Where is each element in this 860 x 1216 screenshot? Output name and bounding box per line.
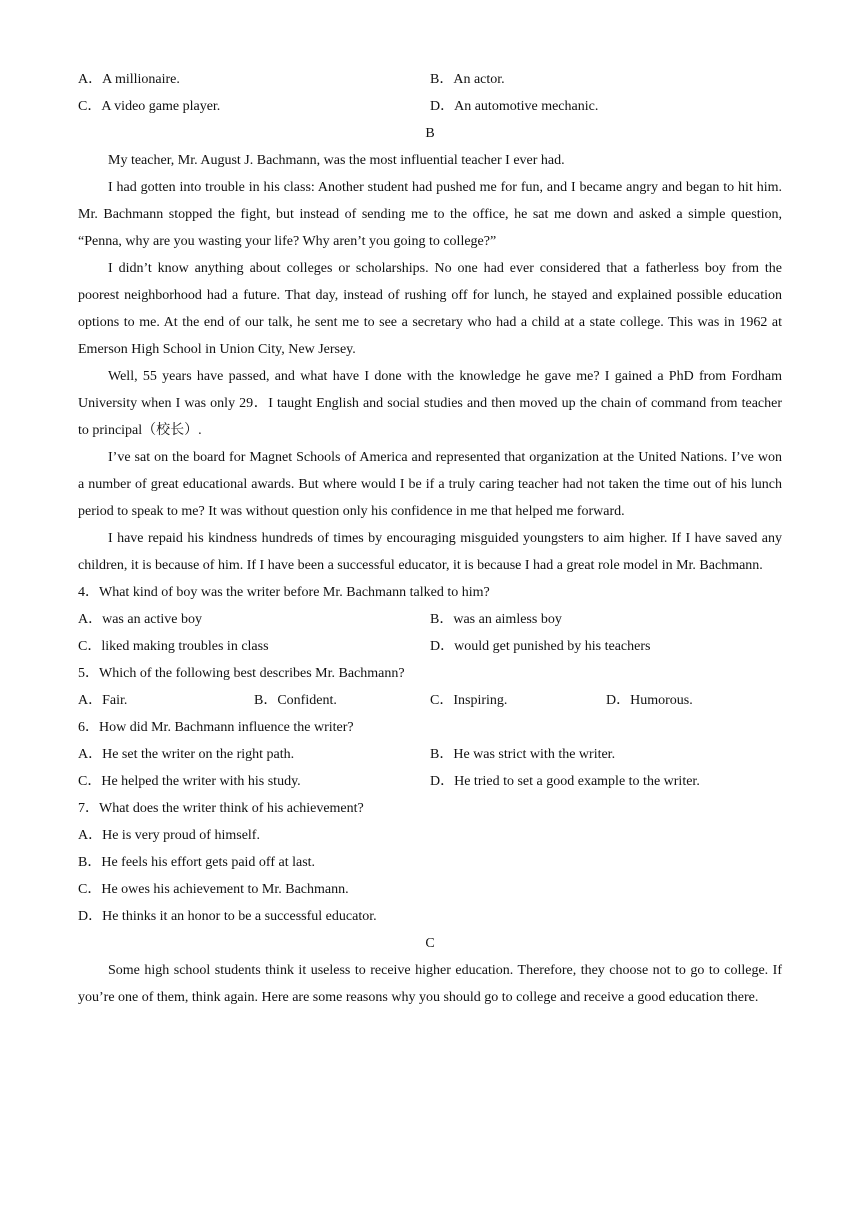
question-7: 7．What does the writer think of his achievement? bbox=[78, 801, 364, 816]
question-5: 5．Which of the following best describes Mr. Bachmann? bbox=[78, 666, 405, 681]
q7-option-c: C．He owes his achievement to Mr. Bachmann. bbox=[78, 882, 349, 897]
q5-option-b: B．Confident. bbox=[254, 693, 337, 708]
option-c: C．A video game player. bbox=[78, 99, 221, 114]
q7-option-b: B．He feels his effort gets paid off at last. bbox=[78, 855, 316, 870]
option-row bbox=[78, 93, 782, 120]
q5-option-c: C．Inspiring. bbox=[430, 693, 508, 708]
passage-paragraph: I didn’t know anything about colleges or scholarships. No one had ever considered that a fatherless boy from the poorest neighborhood had a future. That day, instead of rushing off for lunch, he stayed and explained possible education options to me. At the end of our talk, he sent me to see a secretary who had a child at a state college. This was in 1962 at Emerson High School in Union City, New Jersey. bbox=[78, 261, 782, 357]
q6-option-c: C．He helped the writer with his study. bbox=[78, 774, 301, 789]
q6-option-b: B．He was strict with the writer. bbox=[430, 747, 616, 762]
q4-option-d: D．would get punished by his teachers bbox=[430, 639, 651, 654]
question-4: 4．What kind of boy was the writer before Mr. Bachmann talked to him? bbox=[78, 585, 490, 600]
passage-paragraph: I’ve sat on the board for Magnet Schools of America and represented that organization at the United Nations. I’ve won a number of great educational awards. But where would I be if a truly caring teacher had not taken the time out of his lunch period to speak to me? It was without question only his confidence in me that helped me forward. bbox=[78, 450, 782, 519]
option-d: D．An automotive mechanic. bbox=[430, 99, 599, 114]
q6-option-a: A．He set the writer on the right path. bbox=[78, 747, 295, 762]
passage-paragraph: Well, 55 years have passed, and what have I done with the knowledge he gave me? I gained a PhD from Fordham University when I was only 29．I taught English and social studies and then moved up the chain of command from teacher to principal（校长）. bbox=[78, 369, 782, 438]
option-row bbox=[78, 633, 782, 660]
option-row bbox=[78, 66, 782, 93]
q6-option-d: D．He tried to set a good example to the writer. bbox=[430, 774, 700, 789]
option-row bbox=[78, 687, 782, 714]
option-row bbox=[78, 741, 782, 768]
q5-option-d: D．Humorous. bbox=[606, 693, 693, 708]
exam-page bbox=[78, 66, 782, 1011]
passage-paragraph: I had gotten into trouble in his class: Another student had pushed me for fun, and I became angry and began to hit him. Mr. Bachmann stopped the fight, but instead of sending me to the office, he sat me down and asked a simple question, “Penna, why are you wasting your life? Why aren’t you going to college?” bbox=[78, 180, 782, 249]
passage-paragraph: Some high school students think it useless to receive higher education. Therefore, they choose not to go to college. If you’re one of them, think again. Here are some reasons why you should go to college and receive a good education there. bbox=[78, 963, 782, 1005]
q7-option-d: D．He thinks it an honor to be a successful educator. bbox=[78, 909, 377, 924]
q4-option-c: C．liked making troubles in class bbox=[78, 639, 269, 654]
section-c-heading: C bbox=[425, 936, 435, 951]
question-6: 6．How did Mr. Bachmann influence the writer? bbox=[78, 720, 354, 735]
option-row bbox=[78, 606, 782, 633]
option-a: A．A millionaire. bbox=[78, 72, 180, 87]
q5-option-a: A．Fair. bbox=[78, 693, 128, 708]
section-b-heading: B bbox=[425, 126, 435, 141]
option-row bbox=[78, 768, 782, 795]
passage-paragraph: I have repaid his kindness hundreds of times by encouraging misguided youngsters to aim higher. If I have saved any children, it is because of him. If I have been a successful educator, it is because I had a great role model in Mr. Bachmann. bbox=[78, 531, 782, 573]
passage-paragraph: My teacher, Mr. August J. Bachmann, was the most influential teacher I ever had. bbox=[108, 153, 565, 168]
option-b: B．An actor. bbox=[430, 72, 505, 87]
q4-option-a: A．was an active boy bbox=[78, 612, 203, 627]
q7-option-a: A．He is very proud of himself. bbox=[78, 828, 260, 843]
q4-option-b: B．was an aimless boy bbox=[430, 612, 562, 627]
